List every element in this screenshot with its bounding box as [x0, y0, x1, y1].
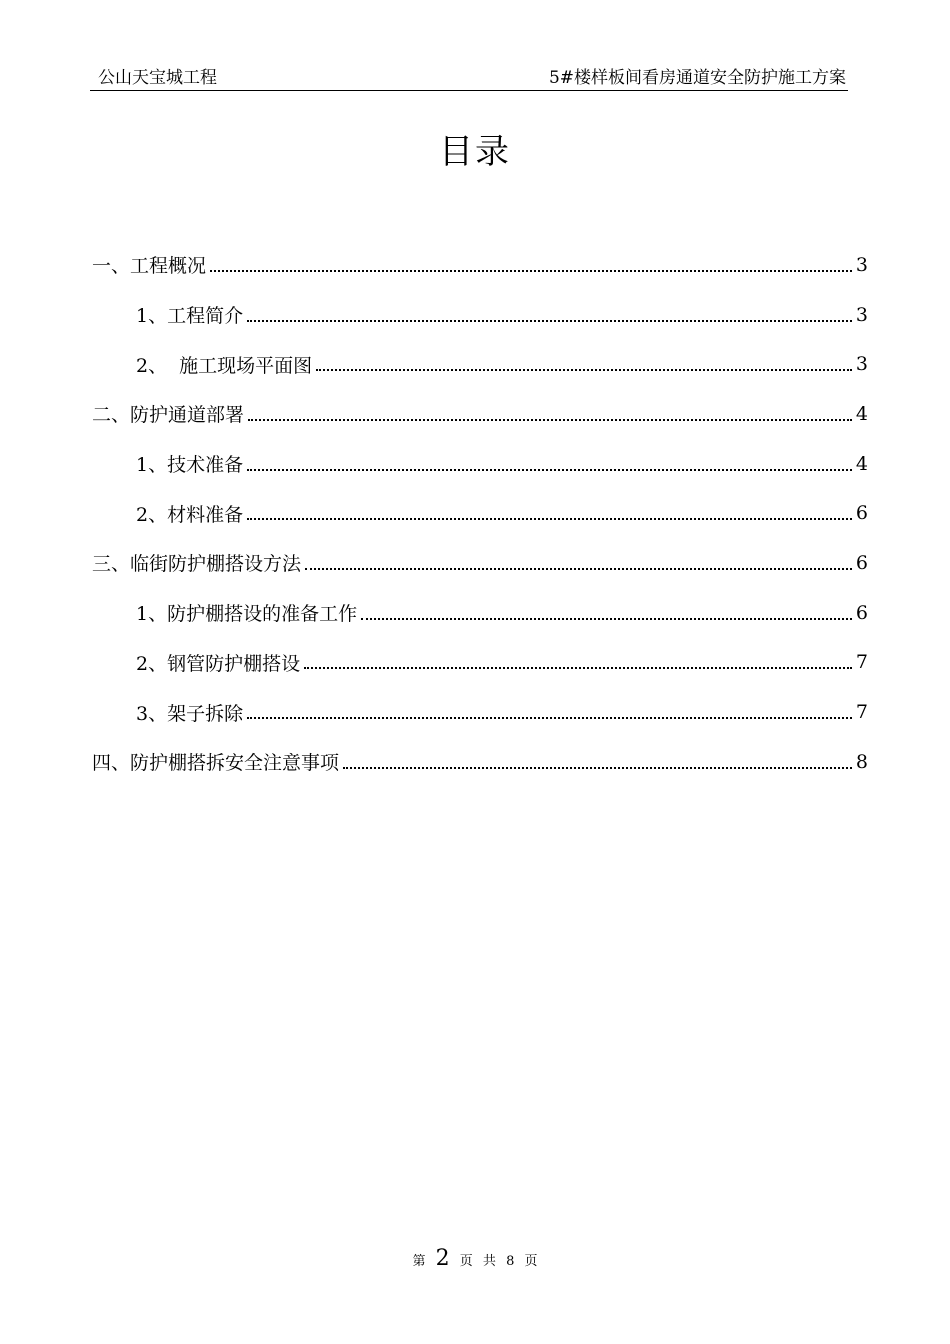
toc-entry-text: 1、防护棚搭设的准备工作 [136, 603, 358, 626]
toc-entry[interactable] [92, 389, 868, 439]
toc-entry-text: 一、工程概况 [92, 255, 207, 278]
page-title: 目录 [439, 132, 511, 172]
toc-page-number: 8 [855, 750, 868, 773]
toc-page-number: 6 [855, 601, 868, 624]
toc-page-number: 7 [855, 701, 868, 724]
header-project-name: 公山天宝城工程 [98, 68, 217, 88]
toc-entry[interactable] [92, 737, 868, 787]
toc-entry[interactable] [92, 538, 868, 588]
footer-prefix: 第 [412, 1254, 426, 1269]
toc-entry[interactable] [92, 588, 868, 638]
toc-entry-text: 1、工程简介 [136, 305, 244, 328]
toc-page-number: 4 [855, 452, 868, 475]
footer-suffix: 页 [524, 1254, 538, 1269]
toc-entry[interactable] [92, 488, 868, 538]
toc-entry[interactable] [92, 290, 868, 340]
toc-leader-dots [247, 717, 852, 719]
toc-leader-dots [247, 469, 852, 471]
toc-leader-dots [247, 320, 852, 322]
toc-entry-text: 二、防护通道部署 [92, 404, 245, 427]
toc-page-number: 3 [855, 253, 868, 276]
toc-page-number: 3 [855, 303, 868, 326]
toc-entry[interactable] [92, 638, 868, 688]
toc-leader-dots [247, 518, 852, 520]
toc-leader-dots [316, 369, 852, 371]
page-header [90, 66, 848, 91]
toc-leader-dots [210, 270, 852, 272]
toc-entry-text: 2、钢管防护棚搭设 [136, 652, 301, 675]
footer-total-word: 共 [482, 1254, 496, 1269]
toc-entry[interactable] [92, 439, 868, 489]
toc-entry-text: 四、防护棚搭拆安全注意事项 [92, 752, 340, 775]
toc-leader-dots [305, 568, 852, 570]
footer-current-page: 2 [435, 1246, 450, 1271]
footer-page-word: 页 [459, 1254, 473, 1269]
header-document-title: 5#楼样板间看房通道安全防护施工方案 [548, 68, 846, 88]
toc-entry[interactable] [92, 687, 868, 737]
footer-total-pages: 8 [506, 1254, 515, 1269]
toc-page-number: 3 [855, 353, 868, 376]
toc-leader-dots [304, 667, 852, 669]
toc-entry-text: 三、临街防护棚搭设方法 [92, 553, 302, 576]
toc-entry-text: 3、架子拆除 [136, 702, 244, 725]
toc-entry-text: 2、材料准备 [136, 503, 244, 526]
table-of-contents [92, 240, 868, 787]
toc-page-number: 4 [855, 402, 868, 425]
toc-leader-dots [361, 618, 852, 620]
toc-entry-text: 2、 施工现场平面图 [136, 354, 313, 377]
toc-leader-dots [343, 767, 852, 769]
toc-entry[interactable] [92, 339, 868, 389]
toc-entry-text: 1、技术准备 [136, 454, 244, 477]
toc-page-number: 6 [855, 502, 868, 525]
page-footer [0, 1244, 950, 1277]
toc-leader-dots [248, 419, 852, 421]
toc-page-number: 7 [855, 651, 868, 674]
toc-page-number: 6 [855, 551, 868, 574]
toc-entry[interactable] [92, 240, 868, 290]
